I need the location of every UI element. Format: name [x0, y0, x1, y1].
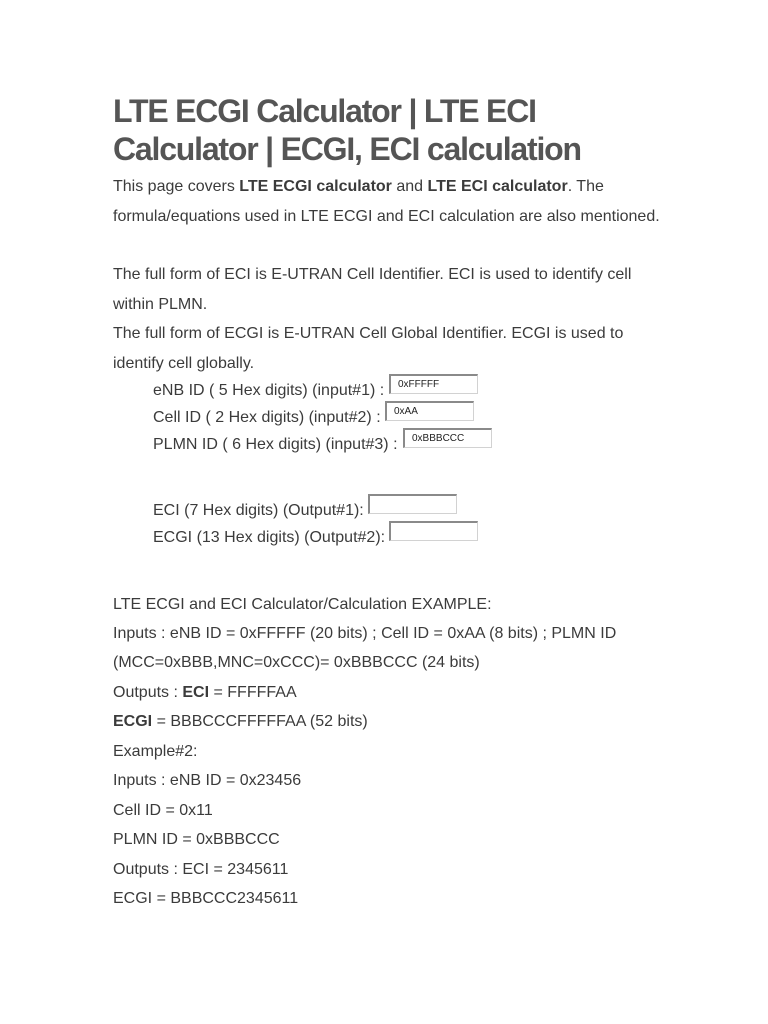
example-2-cell-id: Cell ID = 0x11 — [113, 802, 213, 819]
intro-text: This page covers — [113, 178, 240, 195]
eci-output-row — [153, 498, 364, 524]
intro-and: and — [391, 178, 428, 195]
eci-output-field[interactable] — [368, 494, 457, 514]
ecgi-calculator-emphasis: LTE ECGI calculator — [239, 178, 392, 195]
outputs-prefix: Outputs : — [113, 684, 183, 701]
ecgi-output-field[interactable] — [389, 521, 478, 541]
eci-value: = FFFFFAA — [209, 684, 297, 701]
eci-calculator-emphasis: LTE ECI calculator — [427, 178, 568, 195]
example-2-ecgi: ECGI = BBBCCC2345611 — [113, 890, 299, 907]
example-inputs-line-1: Inputs : eNB ID = 0xFFFFF (20 bits) ; Cell ID = 0xAA (8 bits) ; PLMN ID — [113, 625, 617, 642]
intro-paragraph-1 — [113, 172, 673, 231]
ecgi-output-row — [153, 525, 385, 551]
example-2-heading: Example#2: — [113, 743, 198, 760]
cell-id-row — [153, 405, 381, 431]
example-2-eci: Outputs : ECI = 2345611 — [113, 861, 289, 878]
eci-definition: The full form of ECI is E-UTRAN Cell Identifier. ECI is used to identify cell within PLMN. — [113, 266, 632, 313]
page-title: LTE ECGI Calculator | LTE ECI Calculator | ECGI, ECI calculation — [113, 93, 581, 167]
example-eci-output — [113, 682, 297, 704]
example-ecgi-output — [113, 711, 368, 733]
enb-id-row — [153, 378, 384, 404]
example-2-plmn-id: PLMN ID = 0xBBBCCC — [113, 831, 280, 848]
ecgi-label: ECGI — [113, 713, 153, 730]
ecgi-value: = BBBCCCFFFFFAA (52 bits) — [152, 713, 368, 730]
eci-label: ECI — [182, 684, 210, 701]
example-inputs-line-2: (MCC=0xBBB,MNC=0xCCC)= 0xBBBCCC (24 bits) — [113, 654, 480, 671]
enb-id-input[interactable]: 0xFFFFF — [389, 374, 478, 394]
ecgi-definition: The full form of ECGI is E-UTRAN Cell Global Identifier. ECGI is used to identify cell globally. — [113, 325, 624, 372]
eci-output-label: ECI (7 Hex digits) (Output#1): — [153, 502, 364, 519]
example-2-enb-id: Inputs : eNB ID = 0x23456 — [113, 772, 302, 789]
plmn-id-input[interactable]: 0xBBBCCC — [403, 428, 492, 448]
intro-text-end: . The formula/equations used in LTE ECGI and ECI calculation are also mentioned. — [113, 178, 660, 225]
enb-id-label: eNB ID ( 5 Hex digits) (input#1) : — [153, 382, 385, 399]
example-heading: LTE ECGI and ECI Calculator/Calculation EXAMPLE: — [113, 596, 492, 613]
cell-id-input[interactable]: 0xAA — [385, 401, 474, 421]
plmn-id-row — [153, 432, 398, 458]
plmn-id-label: PLMN ID ( 6 Hex digits) (input#3) : — [153, 436, 398, 453]
cell-id-label: Cell ID ( 2 Hex digits) (input#2) : — [153, 409, 381, 426]
ecgi-output-label: ECGI (13 Hex digits) (Output#2): — [153, 529, 386, 546]
